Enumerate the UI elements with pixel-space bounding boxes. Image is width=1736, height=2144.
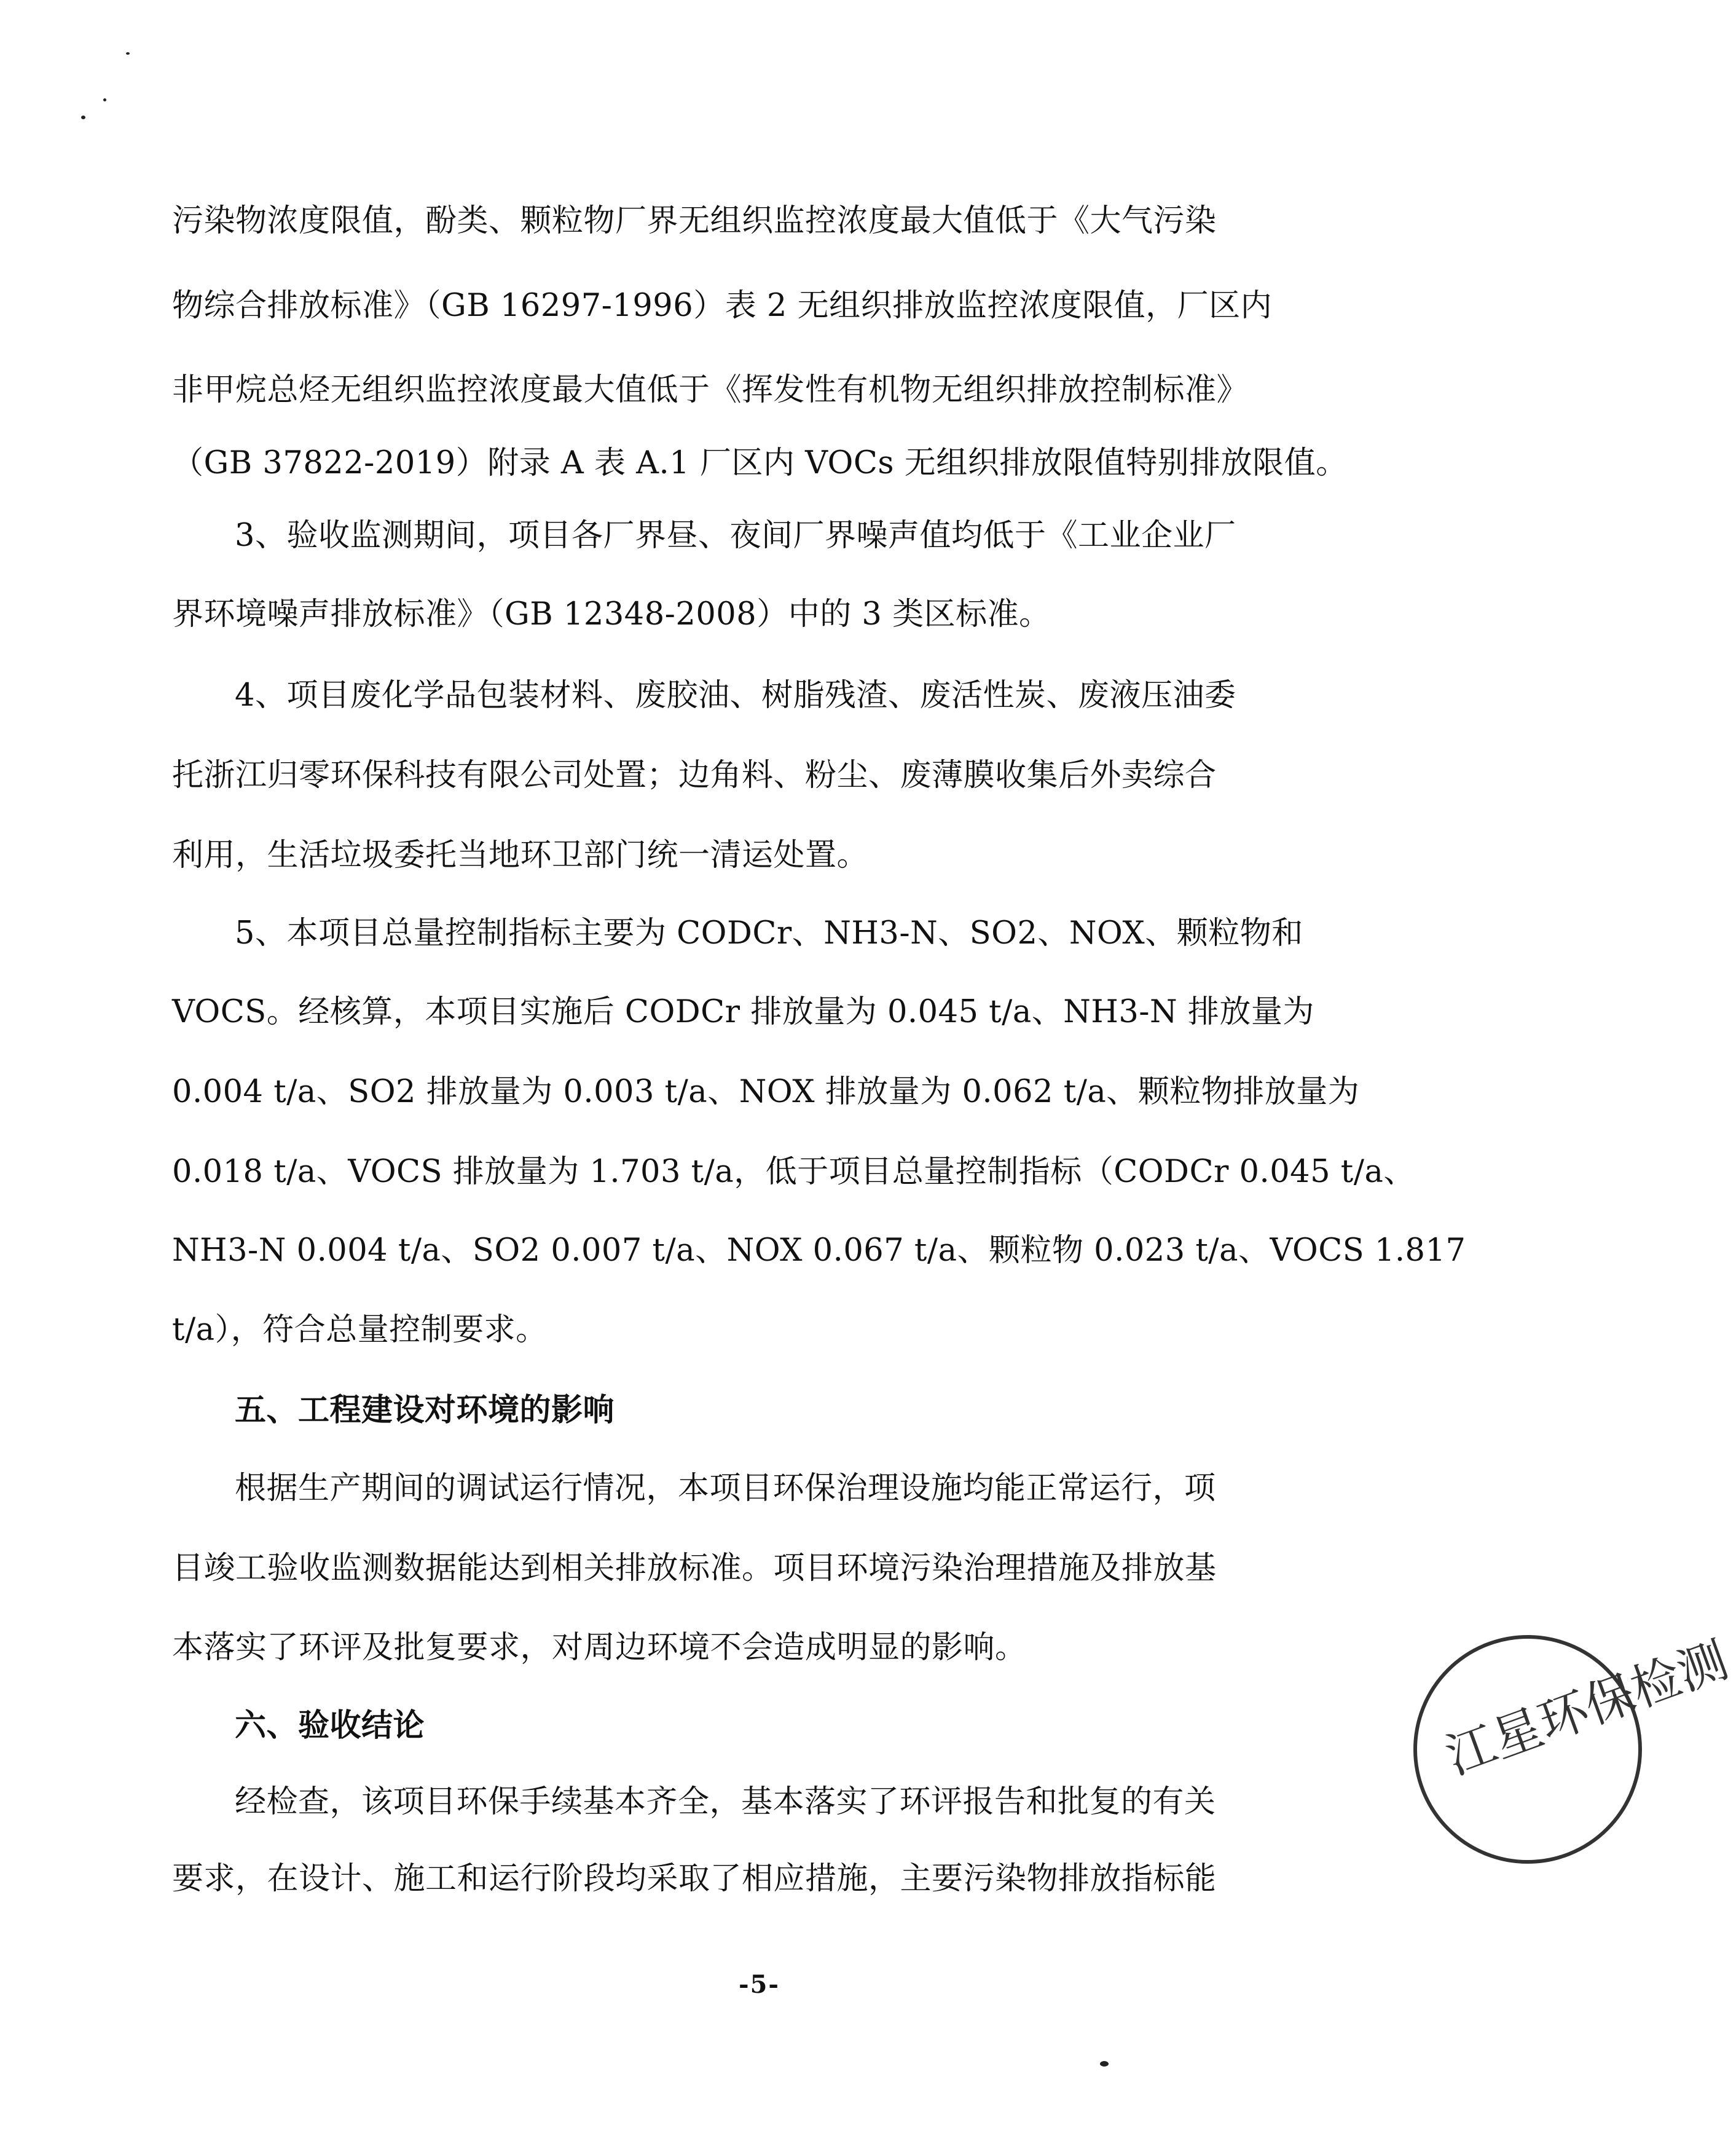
body-line: 3、验收监测期间，项目各厂界昼、夜间厂界噪声值均低于《工业企业厂: [235, 518, 1236, 554]
body-line: 5、本项目总量控制指标主要为 CODCr、NH3-N、SO2、NOX、颗粒物和: [235, 915, 1303, 952]
page-number: -5-: [738, 1970, 780, 1999]
body-line: 0.004 t/a、SO2 排放量为 0.003 t/a、NOX 排放量为 0.062 t/a、颗粒物排放量为: [172, 1074, 1360, 1110]
body-line: 4、项目废化学品包装材料、废胶油、树脂残渣、废活性炭、废液压油委: [235, 677, 1236, 714]
scan-speck: [103, 98, 106, 101]
body-line: 要求，在设计、施工和运行阶段均采取了相应措施，主要污染物排放指标能: [172, 1861, 1217, 1897]
body-line: VOCS。经核算，本项目实施后 CODCr 排放量为 0.045 t/a、NH3-N 排放量为: [172, 994, 1314, 1030]
scan-speck: [126, 52, 130, 55]
body-line: 经检查，该项目环保手续基本齐全，基本落实了环评报告和批复的有关: [235, 1784, 1216, 1820]
body-line: t/a），符合总量控制要求。: [172, 1312, 548, 1348]
body-line: 利用，生活垃圾委托当地环卫部门统一清运处置。: [172, 837, 869, 873]
body-line: 污染物浓度限值，酚类、颗粒物厂界无组织监控浓度最大值低于《大气污染: [172, 203, 1217, 239]
body-line: 目竣工验收监测数据能达到相关排放标准。项目环境污染治理措施及排放基: [172, 1550, 1217, 1586]
body-line: 托浙江归零环保科技有限公司处置；边角料、粉尘、废薄膜收集后外卖综合: [172, 757, 1217, 794]
body-line: 0.018 t/a、VOCS 排放量为 1.703 t/a，低于项目总量控制指标（CODCr 0.045 t/a、: [172, 1154, 1415, 1190]
scan-speck: [1100, 2061, 1109, 2067]
scan-speck: [81, 116, 85, 119]
section-heading: 六、验收结论: [235, 1707, 425, 1744]
body-line: 根据生产期间的调试运行情况，本项目环保治理设施均能正常运行，项: [235, 1470, 1216, 1507]
body-line: NH3-N 0.004 t/a、SO2 0.007 t/a、NOX 0.067 t/a、颗粒物 0.023 t/a、VOCS 1.817: [172, 1232, 1466, 1269]
body-line: （GB 37822-2019）附录 A 表 A.1 厂区内 VOCs 无组织排放限值特别排放限值。: [172, 445, 1348, 481]
body-line: 本落实了环评及批复要求，对周边环境不会造成明显的影响。: [172, 1630, 1027, 1666]
body-line: 界环境噪声排放标准》（GB 12348-2008）中的 3 类区标准。: [172, 596, 1051, 633]
body-line: 非甲烷总烃无组织监控浓度最大值低于《挥发性有机物无组织排放控制标准》: [172, 372, 1249, 408]
body-line: 物综合排放标准》（GB 16297-1996）表 2 无组织排放监控浓度限值，厂区内: [172, 288, 1273, 324]
section-heading: 五、工程建设对环境的影响: [235, 1392, 615, 1429]
seal-stamp-text: 江星环保检测: [1438, 1631, 1735, 1786]
